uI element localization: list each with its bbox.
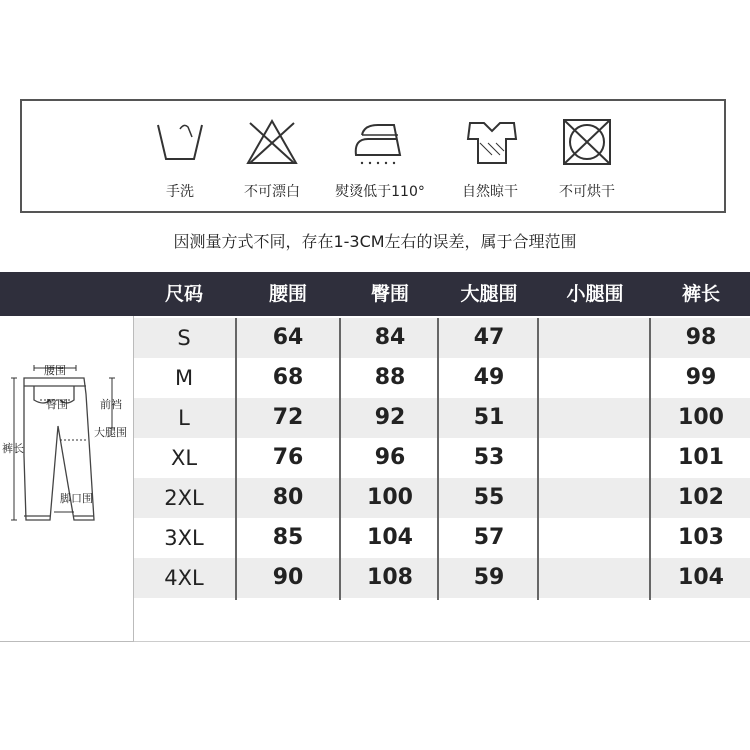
size-table-header: [0, 272, 750, 316]
measurement-note: 因测量方式不同，存在1-3CM左右的误差，属于合理范围: [173, 232, 577, 251]
table-cell: 57: [473, 525, 505, 550]
table-row: [134, 358, 750, 398]
table-cell: 98: [685, 325, 717, 350]
care-instructions-box: [20, 99, 726, 213]
table-cell: L: [178, 406, 190, 430]
table-cell: 100: [678, 405, 724, 430]
diagram-label-hip: 臀围: [46, 398, 68, 411]
table-cell: [540, 518, 650, 558]
table-cell: 96: [374, 445, 406, 470]
header-calf: 小腿围: [566, 283, 624, 305]
column-divider: [339, 318, 341, 600]
care-item-no-bleach: [222, 101, 322, 211]
table-row: [134, 478, 750, 518]
table-cell: 49: [473, 365, 505, 390]
header-hip: 臀围: [370, 283, 409, 305]
header-thigh: 大腿围: [460, 283, 518, 305]
header-waist: 腰围: [268, 283, 307, 305]
no-bleach-icon: [244, 117, 300, 167]
table-cell: [540, 558, 650, 598]
table-cell: 104: [367, 525, 413, 550]
table-row: [134, 398, 750, 438]
table-cell: 108: [367, 565, 413, 590]
table-cell: 100: [367, 485, 413, 510]
table-cell: 102: [678, 485, 724, 510]
diagram-label-rise: 前裆: [100, 398, 122, 411]
table-cell: 53: [473, 445, 505, 470]
hand-wash-icon: [152, 117, 208, 165]
table-cell: 88: [374, 365, 406, 390]
care-item-hand-wash: [130, 101, 230, 211]
header-size: 尺码: [164, 283, 203, 305]
table-cell: [540, 438, 650, 478]
table-cell: 76: [272, 445, 304, 470]
no-tumble-dry-icon: [559, 117, 615, 167]
care-label-iron: 熨烫低于110°: [335, 184, 425, 200]
table-row: [134, 318, 750, 358]
column-divider: [235, 318, 237, 600]
care-label-no-tumble-dry: 不可烘干: [559, 184, 615, 200]
care-item-no-tumble-dry: [537, 101, 637, 211]
table-cell: 3XL: [164, 526, 204, 550]
table-cell: 99: [685, 365, 717, 390]
diagram-label-waist: 腰围: [44, 364, 66, 377]
pants-outline-icon: [0, 356, 132, 556]
table-cell: 80: [272, 485, 304, 510]
table-row: [134, 518, 750, 558]
care-label-hand-wash: 手洗: [166, 184, 194, 200]
table-cell: 55: [473, 485, 505, 510]
table-cell: 59: [473, 565, 505, 590]
column-divider: [537, 318, 539, 600]
pants-diagram-panel: [0, 316, 134, 642]
table-cell: XL: [170, 446, 198, 470]
table-cell: 4XL: [164, 566, 204, 590]
table-cell: 92: [374, 405, 406, 430]
table-cell: 104: [678, 565, 724, 590]
column-divider: [437, 318, 439, 600]
table-cell: M: [174, 366, 194, 390]
table-cell: 64: [272, 325, 304, 350]
table-cell: 2XL: [164, 486, 204, 510]
table-cell: 47: [473, 325, 505, 350]
iron-icon: [348, 117, 412, 165]
column-divider: [649, 318, 651, 600]
diagram-label-length: 裤长: [2, 442, 24, 455]
table-bottom-line: [134, 641, 750, 642]
table-cell: [540, 358, 650, 398]
table-cell: 84: [374, 325, 406, 350]
care-item-iron: [320, 101, 440, 211]
table-cell: 85: [272, 525, 304, 550]
table-cell: 103: [678, 525, 724, 550]
table-row: [134, 558, 750, 598]
table-cell: 101: [678, 445, 724, 470]
table-cell: [540, 398, 650, 438]
size-table: [134, 316, 750, 642]
table-cell: [540, 318, 650, 358]
table-cell: S: [177, 326, 191, 350]
hang-dry-icon: [462, 117, 522, 167]
table-cell: 72: [272, 405, 304, 430]
care-label-no-bleach: 不可漂白: [244, 184, 300, 200]
table-cell: [540, 478, 650, 518]
care-label-hang-dry: 自然晾干: [462, 184, 518, 200]
care-item-hang-dry: [440, 101, 540, 211]
diagram-label-hem: 脚口围: [60, 492, 93, 505]
table-row: [134, 438, 750, 478]
diagram-label-thigh: 大腿围: [94, 426, 127, 439]
table-cell: 51: [473, 405, 505, 430]
table-cell: 90: [272, 565, 304, 590]
header-length: 裤长: [681, 283, 720, 305]
table-cell: 68: [272, 365, 304, 390]
